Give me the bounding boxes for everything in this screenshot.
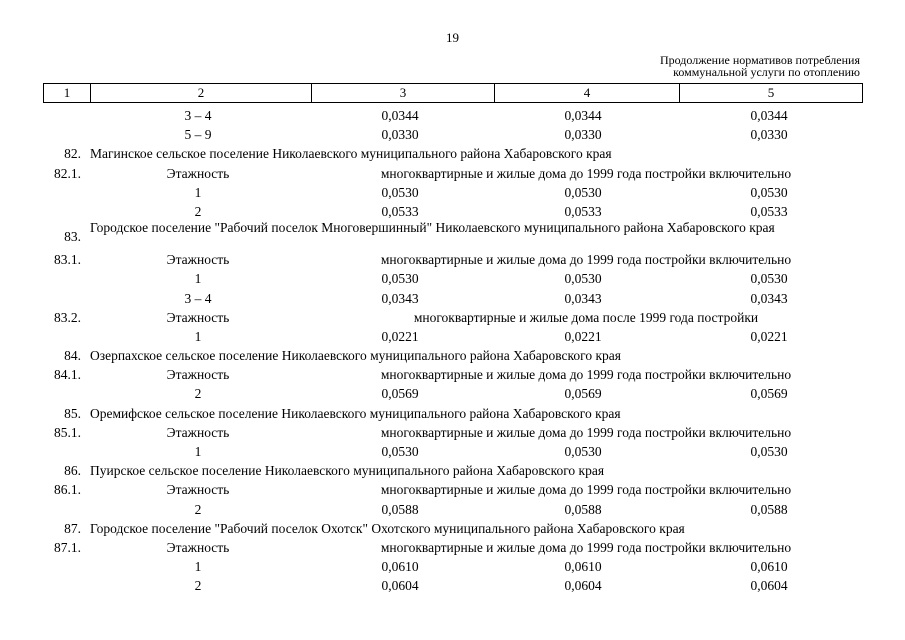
value-col4: 0,0343 xyxy=(564,290,602,306)
table-row xyxy=(43,107,863,126)
row-number: 85.1. xyxy=(54,424,81,440)
row-number: 84. xyxy=(64,348,81,364)
floors-label: Этажность xyxy=(166,539,230,555)
column-header-5: 5 xyxy=(680,84,863,103)
table-row xyxy=(43,328,863,347)
value-col5: 0,0569 xyxy=(750,386,788,402)
value-col3: 0,0344 xyxy=(381,108,419,123)
column-header-2: 2 xyxy=(91,84,312,103)
value-col4: 0,0588 xyxy=(564,501,602,517)
settlement-row xyxy=(43,145,863,164)
column-header-3: 3 xyxy=(312,84,495,103)
row-number: 82.1. xyxy=(54,165,81,181)
settlement-title: Озерпахское сельское поселение Николаевского муниципального района Хабаровского края xyxy=(90,348,621,364)
row-number: 87.1. xyxy=(54,539,81,555)
table-row xyxy=(43,443,863,462)
value-col3: 0,0533 xyxy=(381,203,419,219)
floors-label: Этажность xyxy=(166,165,230,181)
column-header-4: 4 xyxy=(495,84,680,103)
value-col5: 0,0610 xyxy=(750,559,788,575)
column-number-header xyxy=(43,83,863,103)
subsection-row xyxy=(43,539,863,558)
table-row xyxy=(43,577,863,596)
floors-cell: 2 xyxy=(194,203,202,219)
continuation-caption xyxy=(660,54,860,78)
floors-label: Этажность xyxy=(166,424,230,440)
value-col3: 0,0604 xyxy=(381,578,419,594)
value-col4: 0,0569 xyxy=(564,386,602,402)
building-category: многоквартирные и жилые дома до 1999 года постройки включительно xyxy=(380,482,792,498)
subsection-row xyxy=(43,481,863,500)
subsection-row xyxy=(43,251,863,270)
subsection-row xyxy=(43,424,863,443)
table-row xyxy=(43,184,863,203)
settlement-row xyxy=(43,520,863,539)
value-col4: 0,0610 xyxy=(564,559,602,575)
table-row xyxy=(43,270,863,289)
settlement-title: Городское поселение "Рабочий поселок Многовершинный" Николаевского муниципального района Хабаровского края xyxy=(90,220,775,236)
value-col3: 0,0221 xyxy=(381,328,419,344)
settlement-title: Городское поселение "Рабочий поселок Охотск" Охотского муниципального района Хабаровского края xyxy=(90,520,685,536)
value-col5: 0,0530 xyxy=(750,444,788,459)
value-col5: 0,0330 xyxy=(750,127,788,143)
settlement-row xyxy=(43,222,863,251)
table-row xyxy=(43,385,863,404)
row-number: 86. xyxy=(64,463,81,479)
building-category: многоквартирные и жилые дома после 1999 года постройки xyxy=(413,309,759,325)
row-number: 83. xyxy=(64,229,81,245)
value-col5: 0,0343 xyxy=(750,290,788,306)
value-col3: 0,0343 xyxy=(381,290,419,306)
continuation-line-1: Продолжение нормативов потребления xyxy=(659,53,860,67)
value-col4: 0,0533 xyxy=(564,203,602,219)
row-number: 85. xyxy=(64,405,81,421)
settlement-title: Магинское сельское поселение Николаевского муниципального района Хабаровского края xyxy=(90,146,612,162)
floors-cell: 1 xyxy=(194,184,202,200)
settlement-row xyxy=(43,462,863,481)
floors-cell: 5 – 9 xyxy=(184,127,212,143)
floors-cell: 3 – 4 xyxy=(184,108,212,123)
row-number: 87. xyxy=(64,520,81,536)
value-col3: 0,0588 xyxy=(381,501,419,517)
value-col3: 0,0569 xyxy=(381,386,419,402)
table-row xyxy=(43,290,863,309)
floors-label: Этажность xyxy=(166,252,230,268)
value-col5: 0,0530 xyxy=(750,271,788,287)
floors-cell: 3 – 4 xyxy=(184,290,212,306)
floors-cell: 2 xyxy=(194,386,202,402)
value-col3: 0,0330 xyxy=(381,127,419,143)
floors-label: Этажность xyxy=(166,309,230,325)
settlement-title: Пуирское сельское поселение Николаевского муниципального района Хабаровского края xyxy=(90,463,605,479)
settlement-row xyxy=(43,347,863,366)
value-col3: 0,0610 xyxy=(381,559,419,575)
continuation-line-2: коммунальной услуги по отоплению xyxy=(673,65,860,79)
floors-cell: 2 xyxy=(194,578,202,594)
row-number: 82. xyxy=(64,146,81,162)
settlement-title: Оремифское сельское поселение Николаевского муниципального района Хабаровского края xyxy=(90,405,621,421)
floors-cell: 1 xyxy=(194,328,202,344)
value-col4: 0,0221 xyxy=(564,328,602,344)
subsection-row xyxy=(43,366,863,385)
floors-cell: 1 xyxy=(194,271,202,287)
norms-table-body xyxy=(43,107,863,597)
building-category: многоквартирные и жилые дома до 1999 года постройки включительно xyxy=(380,539,792,555)
table-row xyxy=(43,501,863,520)
settlement-row xyxy=(43,405,863,424)
value-col3: 0,0530 xyxy=(381,444,419,459)
building-category: многоквартирные и жилые дома до 1999 года постройки включительно xyxy=(380,252,792,268)
floors-cell: 1 xyxy=(194,559,202,575)
row-number: 83.2. xyxy=(54,309,81,325)
row-number: 83.1. xyxy=(54,252,81,268)
value-col5: 0,0221 xyxy=(750,328,788,344)
floors-label: Этажность xyxy=(166,367,230,383)
value-col3: 0,0530 xyxy=(381,271,419,287)
value-col5: 0,0530 xyxy=(750,184,788,200)
page-number: 19 xyxy=(446,30,459,45)
value-col4: 0,0530 xyxy=(564,444,602,459)
floors-cell: 2 xyxy=(194,501,202,517)
table-row xyxy=(43,126,863,145)
building-category: многоквартирные и жилые дома до 1999 года постройки включительно xyxy=(380,424,792,440)
value-col4: 0,0530 xyxy=(564,271,602,287)
value-col4: 0,0530 xyxy=(564,184,602,200)
row-number: 84.1. xyxy=(54,367,81,383)
value-col4: 0,0344 xyxy=(564,108,602,123)
value-col3: 0,0530 xyxy=(381,184,419,200)
building-category: многоквартирные и жилые дома до 1999 года постройки включительно xyxy=(380,367,792,383)
value-col4: 0,0330 xyxy=(564,127,602,143)
value-col5: 0,0533 xyxy=(750,203,788,219)
floors-cell: 1 xyxy=(194,444,202,459)
value-col5: 0,0344 xyxy=(750,108,788,123)
row-number: 86.1. xyxy=(54,482,81,498)
value-col4: 0,0604 xyxy=(564,578,602,594)
building-category: многоквартирные и жилые дома до 1999 года постройки включительно xyxy=(380,165,792,181)
value-col5: 0,0604 xyxy=(750,578,788,594)
column-header-1: 1 xyxy=(44,84,91,103)
subsection-row xyxy=(43,309,863,328)
table-row xyxy=(43,558,863,577)
subsection-row xyxy=(43,165,863,184)
floors-label: Этажность xyxy=(166,482,230,498)
value-col5: 0,0588 xyxy=(750,501,788,517)
